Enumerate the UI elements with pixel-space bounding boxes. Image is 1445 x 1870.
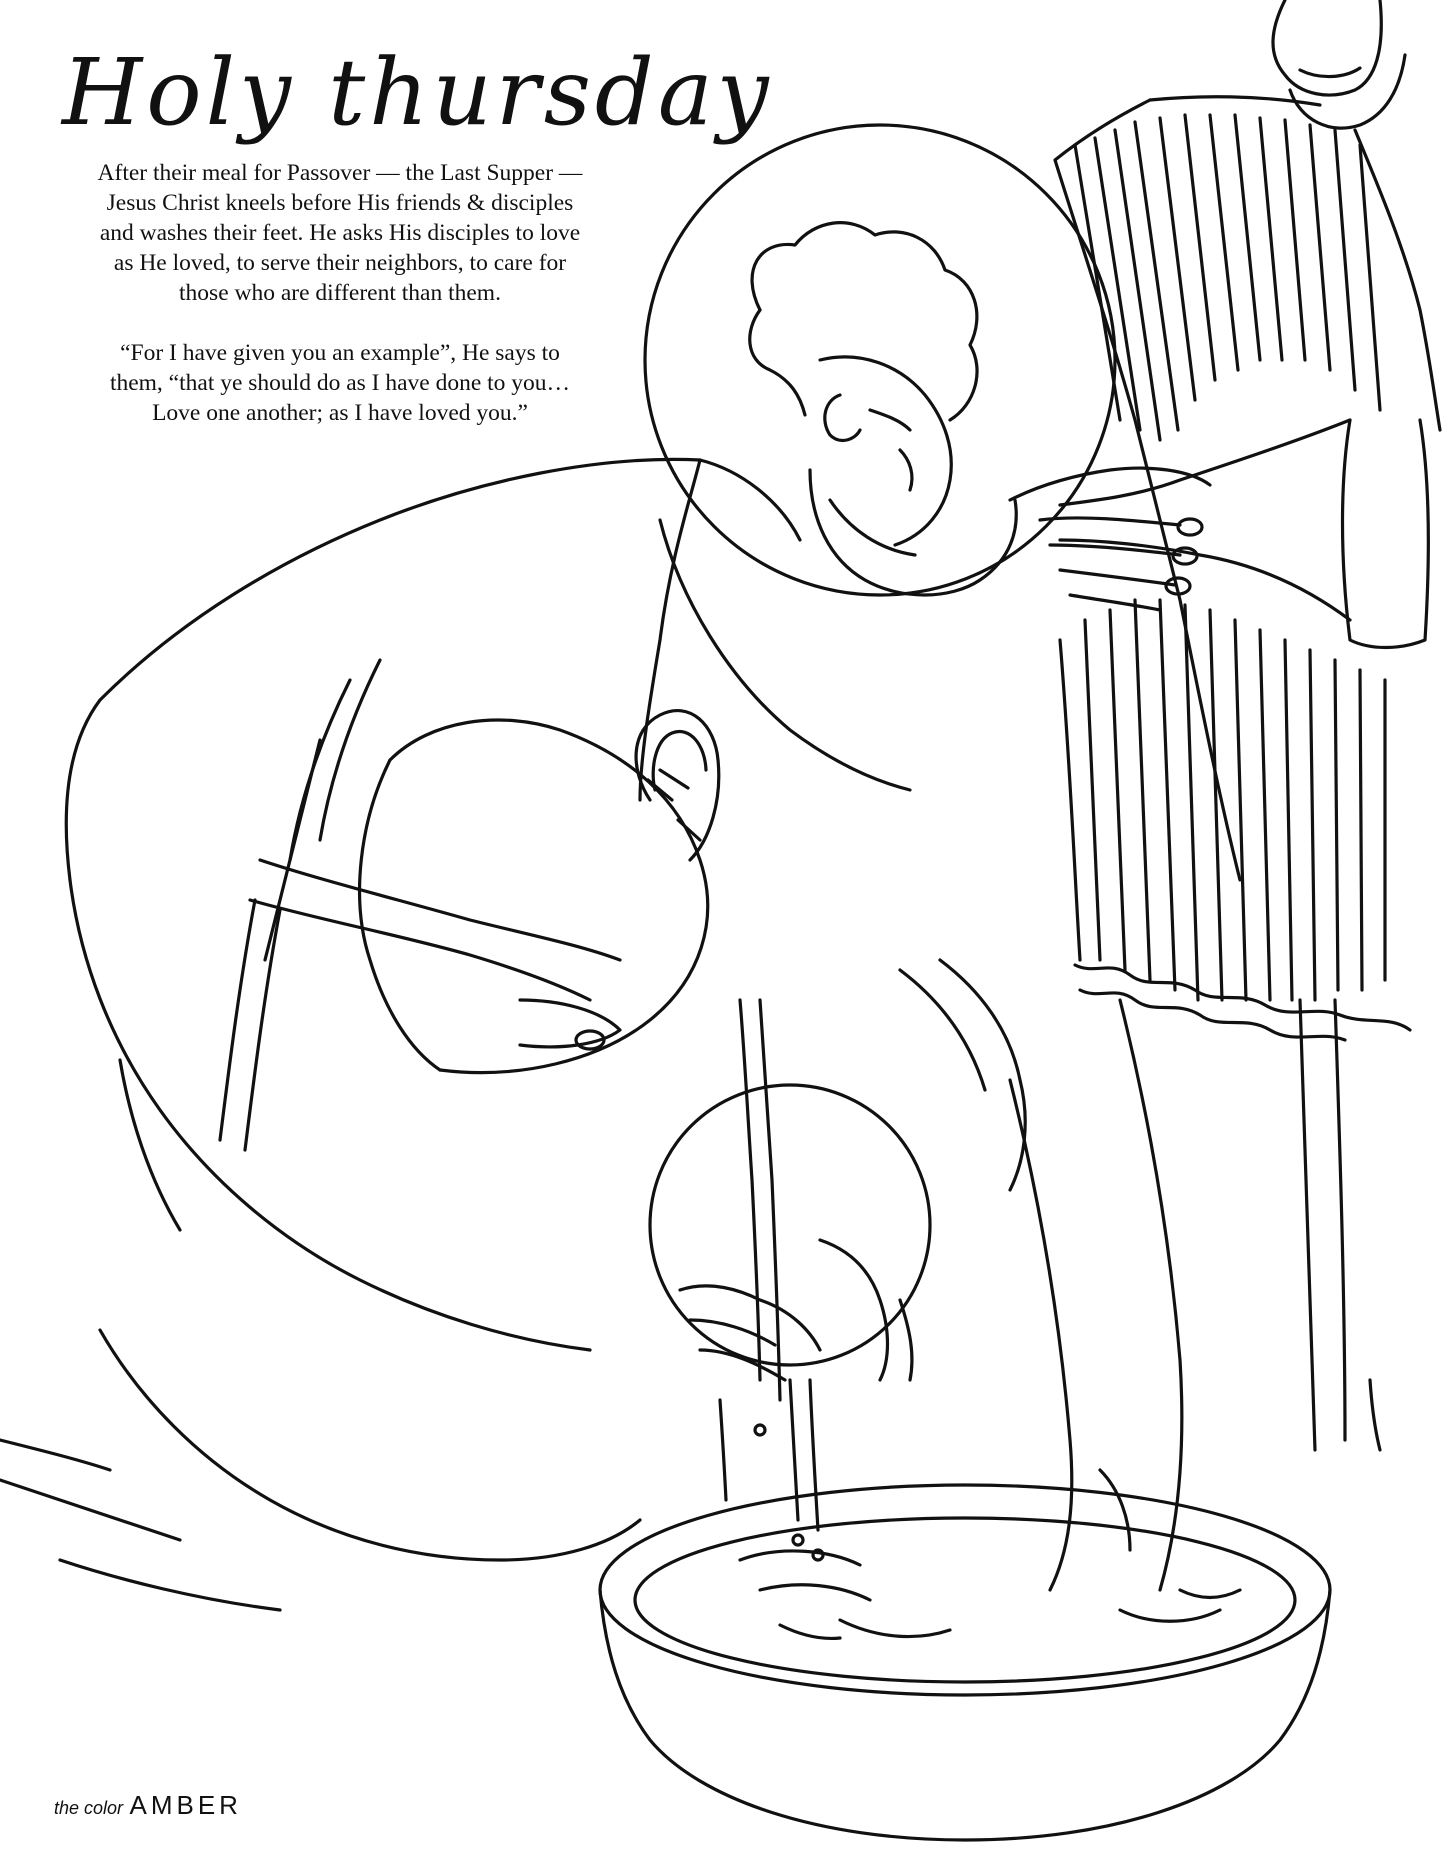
page-title: Holy thursday (62, 39, 773, 146)
paragraph-gap (40, 308, 640, 338)
paragraph-2-line-1: “For I have given you an example”, He says to (120, 340, 560, 366)
paragraph-2-line-3: Love one another; as I have loved you.” (152, 400, 528, 426)
paragraph-2-line-2: them, “that ye should do as I have done to you… (109, 370, 571, 396)
brand-name: AMBER (129, 1790, 242, 1820)
brand-logo (54, 1790, 242, 1830)
brand-prefix: the color (54, 1798, 124, 1818)
paragraph-1-line-4: as He loved, to serve their neighbors, to care for (113, 250, 567, 276)
paragraph-1-line-1: After their meal for Passover — the Last Supper — (97, 160, 583, 186)
paragraph-1-line-5: those who are different than them. (179, 280, 501, 306)
paragraph-1-line-2: Jesus Christ kneels before His friends & disciples (106, 190, 574, 216)
paragraph-1-line-3: and washes their feet. He asks His disciples to love (99, 220, 581, 246)
scripture-text (40, 158, 640, 428)
